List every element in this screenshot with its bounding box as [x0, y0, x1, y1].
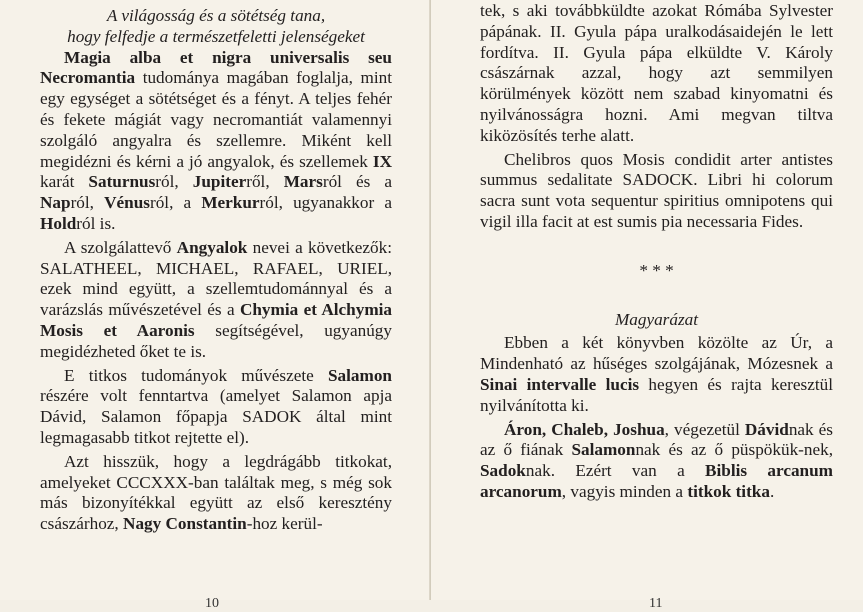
paragraph: tek, s aki továbbküldte azokat Rómába Sylvester pápának. II. Gyula pápa uralkodásaidején le lett fordítva. II. Gyula pápa elküldte V. Károly császárnak azzal, hogy azt semmilyen körülmények között nem szabad kinyomatni és nyilvánosságra hozni. Ami megvan tiltva kiközösítés terhe alatt.	[480, 1, 833, 145]
paragraph: Áron, Chaleb, Joshua, végezetül Dávidnak és az ő fiának Salamonnak és az ő püspökük-nek, Sadoknak. Ezért van a Biblis arcanum arcanorum, vagyis minden a titkok titka.	[480, 419, 833, 501]
section-subheading: Magyarázat	[614, 309, 699, 329]
page-number: 10	[205, 596, 219, 611]
paragraph: E titkos tudományok művészete Salamon részére volt fenntartva (amelyet Salamon apja Dávid, Salamon főpapja SADOK által mint legmagasabb titkot rejtette el).	[40, 365, 392, 447]
paragraph: A szolgálattevő Angyalok nevei a következők: SALATHEEL, MICHAEL, RAFAEL, URIEL, ezek mind együtt, a szellemtudománnyal és a varázslás művészetével és a Chymia et Alchymia Mosis et Aaronis segítségével, ugyanúgy megidézheted őket te is.	[40, 237, 393, 361]
paragraph: Azt hisszük, hogy a legdrágább titkokat, amelyeket CCCXXX-ban találtak meg, s még sok más bizonyítékkal együtt az első keresztény császárhoz, Nagy Constantin-hoz kerül-	[40, 451, 392, 534]
right-page	[431, 0, 863, 611]
left-text-column	[40, 6, 392, 535]
heading-line: A világosság és a sötétség tana,	[106, 6, 326, 25]
chapter-heading	[40, 6, 392, 48]
paragraph: Ebben a két könyvben közölte az Úr, a Mindenható az hűséges szolgájának, Mózesnek a Sinai intervalle lucis hegyen és rajta keresztül nyilvánította ki.	[480, 333, 833, 415]
bold-term: Magia alba et nigra universalis seu Necromantia	[40, 47, 392, 88]
left-page	[0, 0, 431, 611]
heading-line: hogy felfedje a természetfeletti jelenségeket	[67, 26, 365, 46]
page-number: 11	[649, 596, 663, 611]
right-text-column	[480, 1, 833, 503]
section-break: * * *	[639, 260, 674, 280]
paragraph: Magia alba et nigra universalis seu Necromantia tudománya magában foglalja, mint egy egységet a sötétséget és a fényt. A teljes fehér és fekete mágiát vagy necromantiát valamennyi szolgáló angyalra és szellemre. Miként kell megidézni és kérni a jó angyalok, és szellemek IX karát Saturnusról, Jupiterről, Marsról és a Napról, Vénusról, a Merkurról, ugyanakkor a Holdról is.	[40, 47, 393, 233]
paragraph: Chelibros quos Mosis condidit arter antistes summus sedalitate SADOCK. Libri hi colorum sacra sunt vota sequentur spiritius omnipotens qui vigil illa facit at est sumis pia necessaria Fides.	[480, 149, 833, 231]
